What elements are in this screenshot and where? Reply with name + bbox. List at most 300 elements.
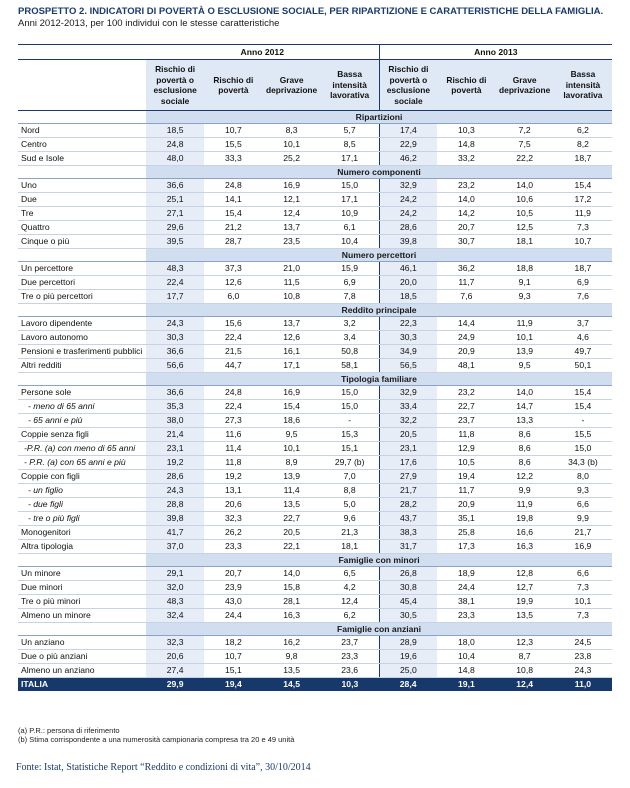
value-cell: 24,8 [204, 179, 262, 193]
footnote: (b) Stima corrispondente a una numerosità campionaria compresa tra 20 e 49 unità [18, 735, 295, 744]
value-cell: 9,5 [496, 359, 554, 373]
value-cell: 34,3 (b) [554, 456, 612, 470]
table-row [18, 581, 612, 595]
value-cell: 20,5 [263, 526, 321, 540]
total-value-cell: 12,4 [496, 678, 554, 692]
value-cell: 10,1 [496, 331, 554, 345]
value-cell: 32,4 [146, 609, 204, 623]
table-row [18, 179, 612, 193]
row-label: Sud e Isole [18, 152, 146, 166]
section-header-row [18, 111, 612, 124]
value-cell: 17,1 [263, 359, 321, 373]
value-cell: 17,1 [321, 193, 379, 207]
value-cell: 7,3 [554, 609, 612, 623]
value-cell: 11,4 [263, 484, 321, 498]
value-cell: 18,1 [496, 235, 554, 249]
table-body [18, 111, 612, 692]
table-row [18, 290, 612, 304]
table-row [18, 138, 612, 152]
value-cell: 23,3 [204, 540, 262, 554]
value-cell: 8,9 [263, 456, 321, 470]
row-label: Coppie senza figli [18, 428, 146, 442]
row-label: Coppie con figli [18, 470, 146, 484]
value-cell: 10,5 [496, 207, 554, 221]
value-cell: 7,5 [496, 138, 554, 152]
value-cell: 35,1 [437, 512, 495, 526]
value-cell: 22,4 [204, 331, 262, 345]
value-cell: 24,8 [146, 138, 204, 152]
value-cell: 16,1 [263, 345, 321, 359]
row-label: Tre [18, 207, 146, 221]
value-cell: 9,6 [321, 512, 379, 526]
value-cell: 23,7 [321, 636, 379, 650]
value-cell: 18,6 [263, 414, 321, 428]
total-value-cell: 19,1 [437, 678, 495, 692]
table-row [18, 124, 612, 138]
value-cell: 18,7 [554, 262, 612, 276]
value-cell: 37,3 [204, 262, 262, 276]
value-cell: 27,9 [379, 470, 437, 484]
value-cell: 38,0 [146, 414, 204, 428]
value-cell: 20,6 [204, 498, 262, 512]
section-blank-cell [18, 373, 146, 386]
row-label: Centro [18, 138, 146, 152]
value-cell: 22,3 [379, 317, 437, 331]
value-cell: 28,6 [379, 221, 437, 235]
value-cell: 24,2 [379, 207, 437, 221]
value-cell: 23,5 [263, 235, 321, 249]
value-cell: 18,5 [379, 290, 437, 304]
value-cell: 28,1 [263, 595, 321, 609]
value-cell: 8,5 [321, 138, 379, 152]
table-title [18, 6, 618, 30]
value-cell: 39,5 [146, 235, 204, 249]
value-cell: 43,7 [379, 512, 437, 526]
value-cell: 8,6 [496, 442, 554, 456]
value-cell: 32,9 [379, 179, 437, 193]
value-cell: 6,1 [321, 221, 379, 235]
column-header: Rischio di povertà o esclusione sociale [146, 60, 204, 111]
value-cell: 4,6 [554, 331, 612, 345]
column-header: Bassa intensità lavorativa [554, 60, 612, 111]
value-cell: 8,3 [263, 124, 321, 138]
value-cell: 24,5 [554, 636, 612, 650]
value-cell: 14,4 [437, 317, 495, 331]
value-cell: 10,8 [496, 664, 554, 678]
column-header: Rischio di povertà o esclusione sociale [379, 60, 437, 111]
value-cell: 12,6 [263, 331, 321, 345]
value-cell: 16,9 [554, 540, 612, 554]
value-cell: 48,3 [146, 595, 204, 609]
row-label: Quattro [18, 221, 146, 235]
value-cell: 14,0 [437, 193, 495, 207]
row-label: Tre o più percettori [18, 290, 146, 304]
value-cell: 26,2 [204, 526, 262, 540]
value-cell: 18,9 [437, 567, 495, 581]
value-cell: 13,3 [496, 414, 554, 428]
value-cell: 34,9 [379, 345, 437, 359]
value-cell: 22,2 [496, 152, 554, 166]
value-cell: 13,5 [263, 498, 321, 512]
table-row [18, 428, 612, 442]
table-row [18, 221, 612, 235]
total-value-cell: 14,5 [263, 678, 321, 692]
section-blank-cell [18, 623, 146, 636]
value-cell: 20,9 [437, 498, 495, 512]
value-cell: 15,3 [321, 428, 379, 442]
table-row [18, 664, 612, 678]
value-cell: 14,8 [437, 664, 495, 678]
value-cell: 24,3 [554, 664, 612, 678]
value-cell: 17,2 [554, 193, 612, 207]
value-cell: - [554, 414, 612, 428]
value-cell: 10,4 [437, 650, 495, 664]
value-cell: 22,7 [263, 512, 321, 526]
value-cell: 29,7 (b) [321, 456, 379, 470]
value-cell: 23,1 [146, 442, 204, 456]
section-header-row [18, 373, 612, 386]
row-label: Un minore [18, 567, 146, 581]
value-cell: 7,8 [321, 290, 379, 304]
value-cell: 8,7 [496, 650, 554, 664]
row-label: Nord [18, 124, 146, 138]
value-cell: 21,4 [146, 428, 204, 442]
value-cell: 20,7 [204, 567, 262, 581]
row-label: - un figlio [18, 484, 146, 498]
value-cell: 33,3 [204, 152, 262, 166]
row-label: - 65 anni e più [18, 414, 146, 428]
value-cell: 19,2 [204, 470, 262, 484]
value-cell: 15,0 [321, 179, 379, 193]
value-cell: 15,1 [321, 442, 379, 456]
value-cell: 23,6 [321, 664, 379, 678]
value-cell: 18,7 [554, 152, 612, 166]
row-label: Due [18, 193, 146, 207]
value-cell: 14,0 [496, 179, 554, 193]
value-cell: 25,2 [263, 152, 321, 166]
value-cell: 6,5 [321, 567, 379, 581]
value-cell: 19,6 [379, 650, 437, 664]
value-cell: 23,3 [321, 650, 379, 664]
value-cell: 5,0 [321, 498, 379, 512]
value-cell: 16,3 [496, 540, 554, 554]
value-cell: 19,9 [496, 595, 554, 609]
footnote: (a) P.R.: persona di riferimento [18, 726, 120, 735]
value-cell: 45,4 [379, 595, 437, 609]
column-header: Bassa intensità lavorativa [321, 60, 379, 111]
row-label: Lavoro dipendente [18, 317, 146, 331]
table-row [18, 152, 612, 166]
section-title: Reddito principale [146, 304, 612, 317]
section-header-row [18, 304, 612, 317]
table-title-sub: Anni 2012-2013, per 100 individui con le stesse caratteristiche [18, 18, 280, 29]
value-cell: 7,6 [437, 290, 495, 304]
value-cell: 7,6 [554, 290, 612, 304]
value-cell: 22,1 [263, 540, 321, 554]
value-cell: 32,3 [204, 512, 262, 526]
value-cell: 32,3 [146, 636, 204, 650]
value-cell: 28,2 [379, 498, 437, 512]
value-cell: 11,6 [204, 428, 262, 442]
value-cell: 28,6 [146, 470, 204, 484]
row-label: - meno di 65 anni [18, 400, 146, 414]
table-row [18, 442, 612, 456]
value-cell: 12,4 [263, 207, 321, 221]
value-cell: 14,0 [263, 567, 321, 581]
value-cell: 11,8 [204, 456, 262, 470]
value-cell: 15,6 [204, 317, 262, 331]
column-header: Grave deprivazione [263, 60, 321, 111]
value-cell: 15,4 [554, 386, 612, 400]
value-cell: 9,5 [263, 428, 321, 442]
value-cell: 13,9 [496, 345, 554, 359]
value-cell: 33,2 [437, 152, 495, 166]
value-cell: 3,2 [321, 317, 379, 331]
value-cell: 32,9 [379, 386, 437, 400]
value-cell: 56,5 [379, 359, 437, 373]
value-cell: 36,2 [437, 262, 495, 276]
value-cell: 21,7 [554, 526, 612, 540]
value-cell: 13,5 [496, 609, 554, 623]
value-cell: 36,6 [146, 345, 204, 359]
value-cell: 20,0 [379, 276, 437, 290]
section-title: Famiglie con minori [146, 554, 612, 567]
value-cell: 6,0 [204, 290, 262, 304]
section-header-row [18, 249, 612, 262]
value-cell: 18,0 [437, 636, 495, 650]
table-row [18, 456, 612, 470]
row-label: Cinque o più [18, 235, 146, 249]
value-cell: 17,4 [379, 124, 437, 138]
value-cell: 23,7 [437, 414, 495, 428]
row-label: - tre o più figli [18, 512, 146, 526]
value-cell: 39,8 [146, 512, 204, 526]
table-row [18, 470, 612, 484]
value-cell: 13,7 [263, 317, 321, 331]
corner-cell [18, 45, 146, 60]
total-value-cell: 19,4 [204, 678, 262, 692]
value-cell: 11,9 [496, 317, 554, 331]
value-cell: 10,7 [554, 235, 612, 249]
value-cell: 23,9 [204, 581, 262, 595]
total-value-cell: 11,0 [554, 678, 612, 692]
value-cell: 21,7 [379, 484, 437, 498]
section-blank-cell [18, 304, 146, 317]
value-cell: 12,5 [496, 221, 554, 235]
value-cell: 15,5 [554, 428, 612, 442]
value-cell: 44,7 [204, 359, 262, 373]
table-row [18, 414, 612, 428]
table-row [18, 193, 612, 207]
value-cell: 8,6 [496, 456, 554, 470]
value-cell: 12,8 [496, 567, 554, 581]
value-cell: 10,6 [496, 193, 554, 207]
value-cell: 27,1 [146, 207, 204, 221]
value-cell: 12,4 [321, 595, 379, 609]
value-cell: 4,2 [321, 581, 379, 595]
value-cell: 14,8 [437, 138, 495, 152]
value-cell: 3,7 [554, 317, 612, 331]
value-cell: 27,4 [146, 664, 204, 678]
value-cell: 11,7 [437, 276, 495, 290]
value-cell: 30,5 [379, 609, 437, 623]
value-cell: 50,8 [321, 345, 379, 359]
row-label: Due minori [18, 581, 146, 595]
value-cell: 17,7 [146, 290, 204, 304]
value-cell: 18,8 [496, 262, 554, 276]
table-row [18, 567, 612, 581]
section-blank-cell [18, 249, 146, 262]
value-cell: 17,1 [321, 152, 379, 166]
value-cell: 16,6 [496, 526, 554, 540]
value-cell: 37,0 [146, 540, 204, 554]
value-cell: 10,5 [437, 456, 495, 470]
value-cell: 10,7 [204, 650, 262, 664]
value-cell: 18,1 [321, 540, 379, 554]
section-title: Ripartizioni [146, 111, 612, 124]
table-row [18, 331, 612, 345]
value-cell: 17,6 [379, 456, 437, 470]
value-cell: 12,1 [263, 193, 321, 207]
value-cell: 9,3 [554, 484, 612, 498]
value-cell: 16,9 [263, 386, 321, 400]
value-cell: 48,0 [146, 152, 204, 166]
value-cell: 13,7 [263, 221, 321, 235]
value-cell: - [321, 414, 379, 428]
table-row [18, 512, 612, 526]
value-cell: 21,2 [204, 221, 262, 235]
value-cell: 20,6 [146, 650, 204, 664]
section-title: Tipologia familiare [146, 373, 612, 386]
year-2012-header: Anno 2012 [146, 45, 379, 60]
column-header-row [18, 60, 612, 111]
value-cell: 24,4 [437, 581, 495, 595]
value-cell: 38,1 [437, 595, 495, 609]
value-cell: 13,9 [263, 470, 321, 484]
section-blank-cell [18, 554, 146, 567]
value-cell: 26,8 [379, 567, 437, 581]
value-cell: 5,7 [321, 124, 379, 138]
value-cell: 8,0 [554, 470, 612, 484]
value-cell: 11,9 [496, 498, 554, 512]
value-cell: 23,3 [437, 609, 495, 623]
value-cell: 16,3 [263, 609, 321, 623]
value-cell: 10,9 [321, 207, 379, 221]
table-title-head: PROSPETTO 2. INDICATORI DI POVERTÀ O ESCLUSIONE SOCIALE, PER RIPARTIZIONE E CARATTERISTICHE DELLA FAMIGLIA. [18, 6, 604, 17]
value-cell: 11,5 [263, 276, 321, 290]
value-cell: 25,1 [146, 193, 204, 207]
section-blank-cell [18, 111, 146, 124]
value-cell: 22,4 [146, 276, 204, 290]
section-header-row [18, 554, 612, 567]
value-cell: 21,3 [321, 526, 379, 540]
value-cell: 8,2 [554, 138, 612, 152]
value-cell: 9,3 [496, 290, 554, 304]
column-header: Rischio di povertà [437, 60, 495, 111]
row-label: Altra tipologia [18, 540, 146, 554]
value-cell: 39,8 [379, 235, 437, 249]
row-label: - P.R. (a) con 65 anni e più [18, 456, 146, 470]
value-cell: 13,5 [263, 664, 321, 678]
table-row [18, 400, 612, 414]
table-row [18, 359, 612, 373]
value-cell: 33,4 [379, 400, 437, 414]
value-cell: 28,8 [146, 498, 204, 512]
value-cell: 15,5 [204, 138, 262, 152]
total-value-cell: 28,4 [379, 678, 437, 692]
value-cell: 28,9 [379, 636, 437, 650]
value-cell: 11,8 [437, 428, 495, 442]
row-label: Due percettori [18, 276, 146, 290]
value-cell: 7,3 [554, 581, 612, 595]
value-cell: 15,0 [321, 400, 379, 414]
table-row [18, 207, 612, 221]
value-cell: 22,7 [437, 400, 495, 414]
value-cell: 12,3 [496, 636, 554, 650]
row-label: Pensioni e trasferimenti pubblici [18, 345, 146, 359]
value-cell: 3,4 [321, 331, 379, 345]
value-cell: 50,1 [554, 359, 612, 373]
value-cell: 13,1 [204, 484, 262, 498]
value-cell: 24,4 [204, 609, 262, 623]
value-cell: 7,3 [554, 221, 612, 235]
section-header-row [18, 166, 612, 179]
row-label-header [18, 60, 146, 111]
value-cell: 22,9 [379, 138, 437, 152]
value-cell: 24,8 [204, 386, 262, 400]
section-header-row [18, 623, 612, 636]
value-cell: 15,4 [263, 400, 321, 414]
section-title: Numero componenti [146, 166, 612, 179]
value-cell: 6,6 [554, 498, 612, 512]
value-cell: 12,7 [496, 581, 554, 595]
table-row [18, 386, 612, 400]
value-cell: 23,8 [554, 650, 612, 664]
value-cell: 11,4 [204, 442, 262, 456]
value-cell: 28,7 [204, 235, 262, 249]
value-cell: 48,3 [146, 262, 204, 276]
value-cell: 9,9 [554, 512, 612, 526]
column-header: Rischio di povertà [204, 60, 262, 111]
poverty-table [18, 44, 612, 691]
value-cell: 7,2 [496, 124, 554, 138]
row-label: Tre o più minori [18, 595, 146, 609]
footnotes [18, 726, 294, 744]
value-cell: 16,2 [263, 636, 321, 650]
row-label: -P.R. (a) con meno di 65 anni [18, 442, 146, 456]
value-cell: 19,4 [437, 470, 495, 484]
value-cell: 6,6 [554, 567, 612, 581]
value-cell: 14,1 [204, 193, 262, 207]
row-label: Lavoro autonomo [18, 331, 146, 345]
total-value-cell: 29,9 [146, 678, 204, 692]
value-cell: 29,1 [146, 567, 204, 581]
row-label: Persone sole [18, 386, 146, 400]
section-blank-cell [18, 166, 146, 179]
value-cell: 8,8 [321, 484, 379, 498]
value-cell: 20,5 [379, 428, 437, 442]
value-cell: 30,7 [437, 235, 495, 249]
table-row [18, 609, 612, 623]
value-cell: 11,7 [437, 484, 495, 498]
value-cell: 14,2 [437, 207, 495, 221]
value-cell: 43,0 [204, 595, 262, 609]
value-cell: 41,7 [146, 526, 204, 540]
column-header: Grave deprivazione [496, 60, 554, 111]
value-cell: 10,1 [554, 595, 612, 609]
value-cell: 14,7 [496, 400, 554, 414]
value-cell: 18,5 [146, 124, 204, 138]
